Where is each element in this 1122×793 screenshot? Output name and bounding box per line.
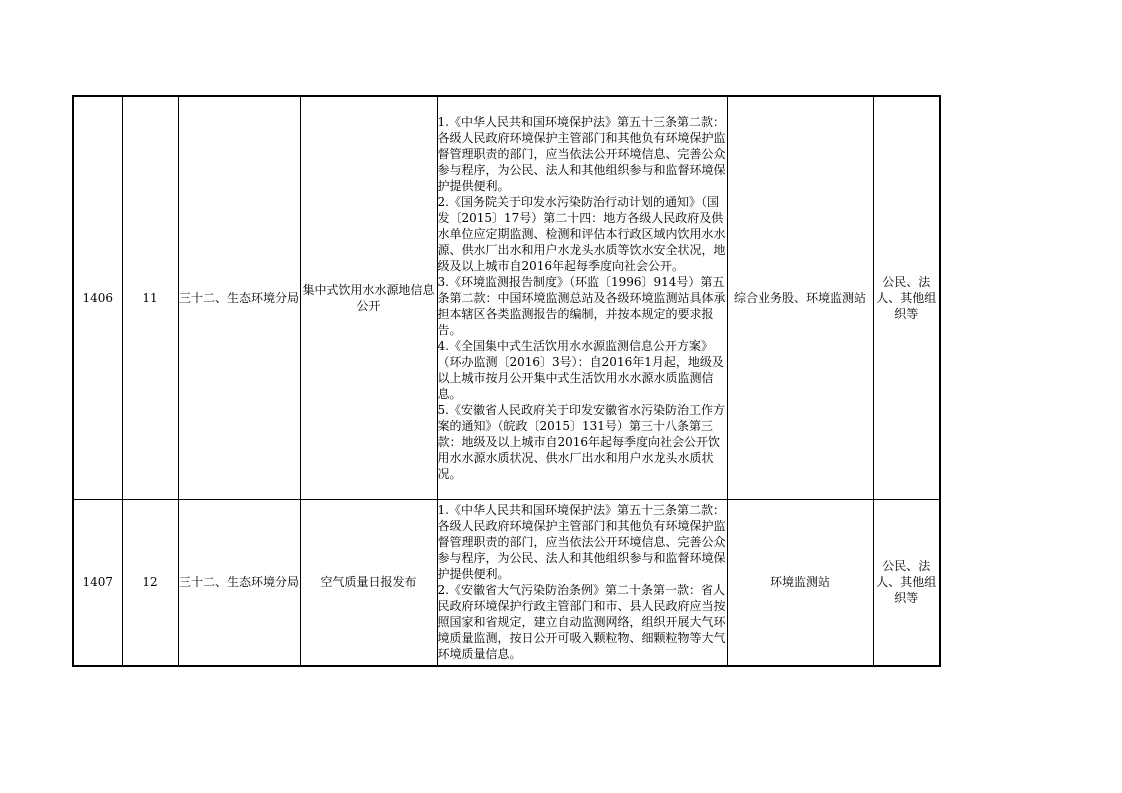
basis-paragraph: 2.《安徽省大气污染防治条例》第二十条第一款：省人民政府环境保护行政主管部门和市、县人民政府应当按照国家和省规定，建立自动监测网络，组织开展大气环境质量监测，按日公开可吸入颗粒物、细颗粒物等大气环境质量信息。 bbox=[437, 583, 726, 662]
basis-cell bbox=[437, 499, 727, 666]
item-name-cell: 集中式饮用水水源地信息公开 bbox=[300, 96, 437, 499]
target-audience-cell: 公民、法人、其他组织等 bbox=[873, 499, 940, 666]
department-cell: 三十二、生态环境分局 bbox=[178, 499, 300, 666]
basis-paragraph: 1.《中华人民共和国环境保护法》第五十三条第二款：各级人民政府环境保护主管部门和其他负有环境保护监督管理职责的部门，应当依法公开环境信息、完善公众参与程序，为公民、法人和其他组织参与和监督环境保护提供便利。 bbox=[437, 503, 726, 582]
responsible-unit-cell: 环境监测站 bbox=[727, 499, 873, 666]
responsible-unit-cell: 综合业务股、环境监测站 bbox=[727, 96, 873, 499]
item-name-cell: 空气质量日报发布 bbox=[300, 499, 437, 666]
target-audience-cell: 公民、法人、其他组织等 bbox=[873, 96, 940, 499]
row-seq-cell: 12 bbox=[122, 499, 178, 666]
basis-paragraph: 5.《安徽省人民政府关于印发安徽省水污染防治工作方案的通知》（皖政〔2015〕131号）第三十八条第三款：地级及以上城市自2016年起每季度向社会公开饮用水水源水质状况、供水厂出水和用户水龙头水质状况。 bbox=[437, 402, 725, 481]
basis-cell bbox=[437, 96, 727, 499]
basis-paragraph: 3.《环境监测报告制度》（环监〔1996〕914号）第五条第二款：中国环境监测总站及各级环境监测站具体承担本辖区各类监测报告的编制，并按本规定的要求报告。 bbox=[437, 274, 726, 337]
department-cell: 三十二、生态环境分局 bbox=[178, 96, 300, 499]
basis-paragraph: 4.《全国集中式生活饮用水水源监测信息公开方案》（环办监测〔2016〕3号）：自2016年1月起，地级及以上城市按月公开集中式生活饮用水水源水质监测信息。 bbox=[437, 338, 724, 401]
table-row bbox=[73, 499, 940, 666]
basis-paragraph: 1.《中华人民共和国环境保护法》第五十三条第二款：各级人民政府环境保护主管部门和其他负有环境保护监督管理职责的部门，应当依法公开环境信息、完善公众参与程序，为公民、法人和其他组织参与和监督环境保护提供便利。 bbox=[437, 114, 726, 193]
disclosure-table bbox=[72, 95, 941, 667]
table-row bbox=[73, 96, 940, 499]
row-id-cell: 1407 bbox=[73, 499, 122, 666]
basis-paragraph: 2.《国务院关于印发水污染防治行动计划的通知》（国发〔2015〕17号）第二十四：地方各级人民政府及供水单位应定期监测、检测和评估本行政区域内饮用水水源、供水厂出水和用户水龙头水质等饮水安全状况，地级及以上城市自2016年起每季度向社会公开。 bbox=[437, 194, 726, 273]
row-id-cell: 1406 bbox=[73, 96, 122, 499]
row-seq-cell: 11 bbox=[122, 96, 178, 499]
